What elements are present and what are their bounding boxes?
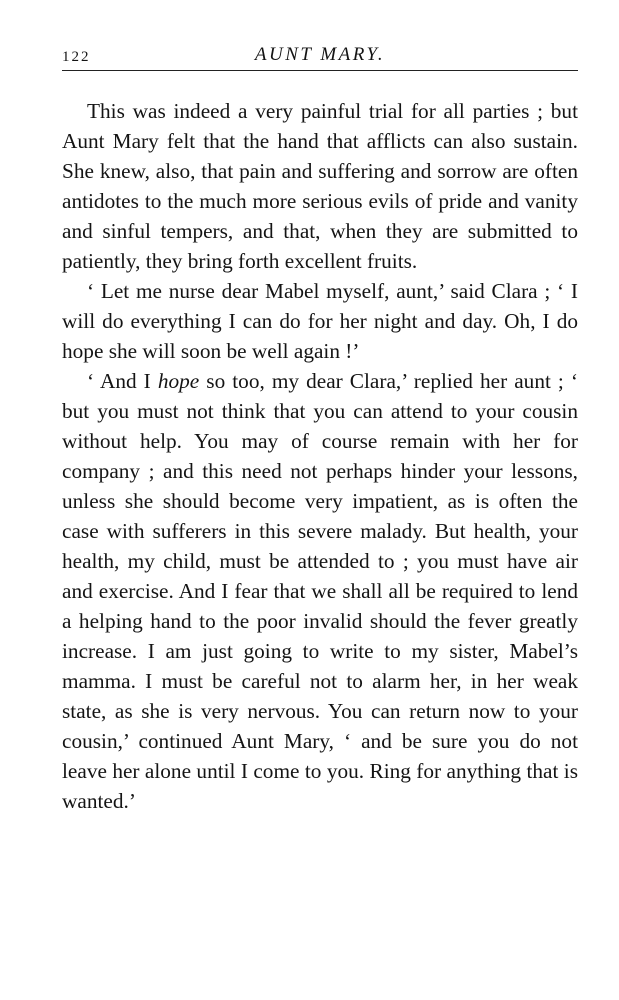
paragraph-3-text-start: ‘ And I [87, 369, 158, 393]
page-number: 122 [62, 49, 91, 65]
body-text [62, 96, 578, 816]
paragraph-1 [62, 96, 578, 276]
running-head [62, 40, 578, 71]
emphasized-word: hope [157, 369, 200, 393]
book-page [62, 40, 578, 816]
paragraph-2 [62, 276, 578, 366]
paragraph-3 [62, 366, 578, 816]
running-title: AUNT MARY. [254, 44, 386, 65]
paragraph-1-text: This was indeed a very painful trial for all parties ; but Aunt Mary felt that the hand that afflicts can also sustain. She knew, also, that pain and suffering and sorrow are often antidotes to the much more serious evils of pride and vanity and sinful tempers, and that, when they are submitted to patiently, they bring forth excellent fruits. [62, 99, 578, 273]
paragraph-3-text-rest: so too, my dear Clara,’ replied her aunt ; ‘ but you must not think that you can attend to your cousin without help. You may of course remain with her for company ; and this need not perhaps hinder your lessons, unless she should become very impatient, as is often the case with sufferers in this severe malady. But health, your health, my child, must be attended to ; you must have air and exercise. And I fear that we shall all be required to lend a helping hand to the poor invalid should the fever greatly increase. I am just going to write to my sister, Mabel’s mamma. I must be careful not to alarm her, in her weak state, as she is very nervous. You can return now to your cousin,’ continued Aunt Mary, ‘ and be sure you do not leave her alone until I come to you. Ring for anything that is wanted.’ [62, 369, 578, 813]
paragraph-2-text: ‘ Let me nurse dear Mabel myself, aunt,’ said Clara ; ‘ I will do everything I can do for her night and day. Oh, I do hope she will soon be well again !’ [62, 279, 578, 363]
